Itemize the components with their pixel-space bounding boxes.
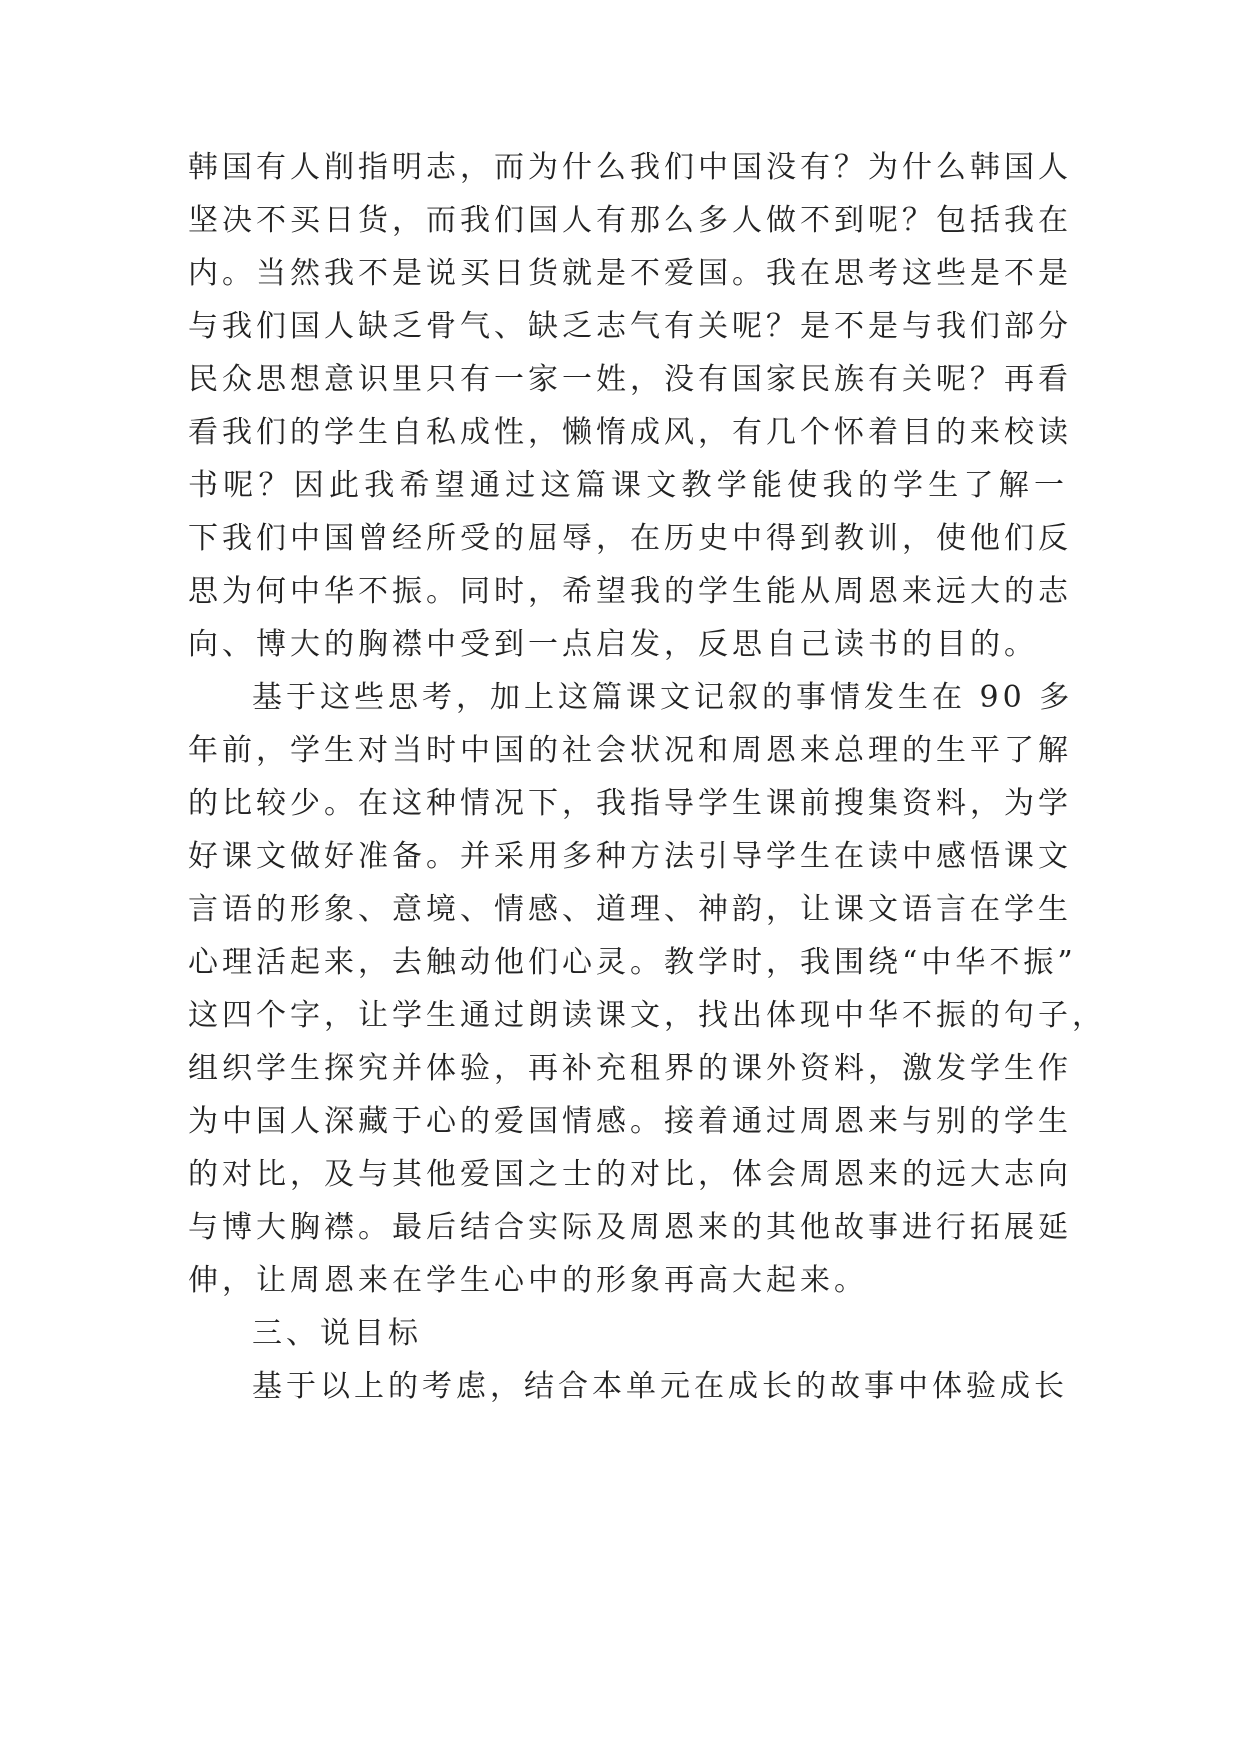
paragraph-first-line: 基于这些思考，加上这篇课文记叙的事情发生在 90 多: [252, 680, 1074, 715]
paragraph-line: 坚决不买日货，而我们国人有那么多人做不到呢？包括我在: [188, 203, 1072, 238]
paragraph-line: 与我们国人缺乏骨气、缺乏志气有关呢？是不是与我们部分: [188, 309, 1072, 344]
paragraph-line: 的对比，及与其他爱国之士的对比，体会周恩来的远大志向: [188, 1157, 1072, 1192]
paragraph-line: 为中国人深藏于心的爱国情感。接着通过周恩来与别的学生: [188, 1104, 1072, 1139]
paragraph-line: 下我们中国曾经所受的屈辱，在历史中得到教训，使他们反: [188, 521, 1072, 556]
paragraph-line: 言语的形象、意境、情感、道理、神韵，让课文语言在学生: [188, 892, 1072, 927]
paragraph-line: 与博大胸襟。最后结合实际及周恩来的其他故事进行拓展延: [188, 1210, 1072, 1245]
paragraph-line: 心理活起来，去触动他们心灵。教学时，我围绕“中华不振”: [188, 945, 1077, 980]
paragraph-line: 伸，让周恩来在学生心中的形象再高大起来。: [188, 1263, 868, 1298]
paragraph-line: 向、博大的胸襟中受到一点启发，反思自己读书的目的。: [188, 627, 1038, 662]
paragraph-line: 好课文做好准备。并采用多种方法引导学生在读中感悟课文: [188, 839, 1072, 874]
paragraph-line: 年前，学生对当时中国的社会状况和周恩来总理的生平了解: [188, 733, 1072, 768]
paragraph-line: 书呢？因此我希望通过这篇课文教学能使我的学生了解一: [188, 468, 1068, 503]
paragraph-line: 韩国有人削指明志，而为什么我们中国没有？为什么韩国人: [188, 150, 1072, 185]
section-heading: 三、说目标: [252, 1316, 422, 1351]
paragraph-line: 民众思想意识里只有一家一姓，没有国家民族有关呢？再看: [188, 362, 1072, 397]
paragraph-line: 思为何中华不振。同时，希望我的学生能从周恩来远大的志: [188, 574, 1072, 609]
paragraph-line: 这四个字，让学生通过朗读课文，找出体现中华不振的句子，: [188, 998, 1106, 1033]
paragraph-line: 内。当然我不是说买日货就是不爱国。我在思考这些是不是: [188, 256, 1072, 291]
paragraph-line: 组织学生探究并体验，再补充租界的课外资料，激发学生作: [188, 1051, 1072, 1086]
paragraph-line: 看我们的学生自私成性，懒惰成风，有几个怀着目的来校读: [188, 415, 1072, 450]
paragraph-line: 的比较少。在这种情况下，我指导学生课前搜集资料，为学: [188, 786, 1072, 821]
paragraph-first-line: 基于以上的考虑，结合本单元在成长的故事中体验成长: [252, 1369, 1068, 1404]
